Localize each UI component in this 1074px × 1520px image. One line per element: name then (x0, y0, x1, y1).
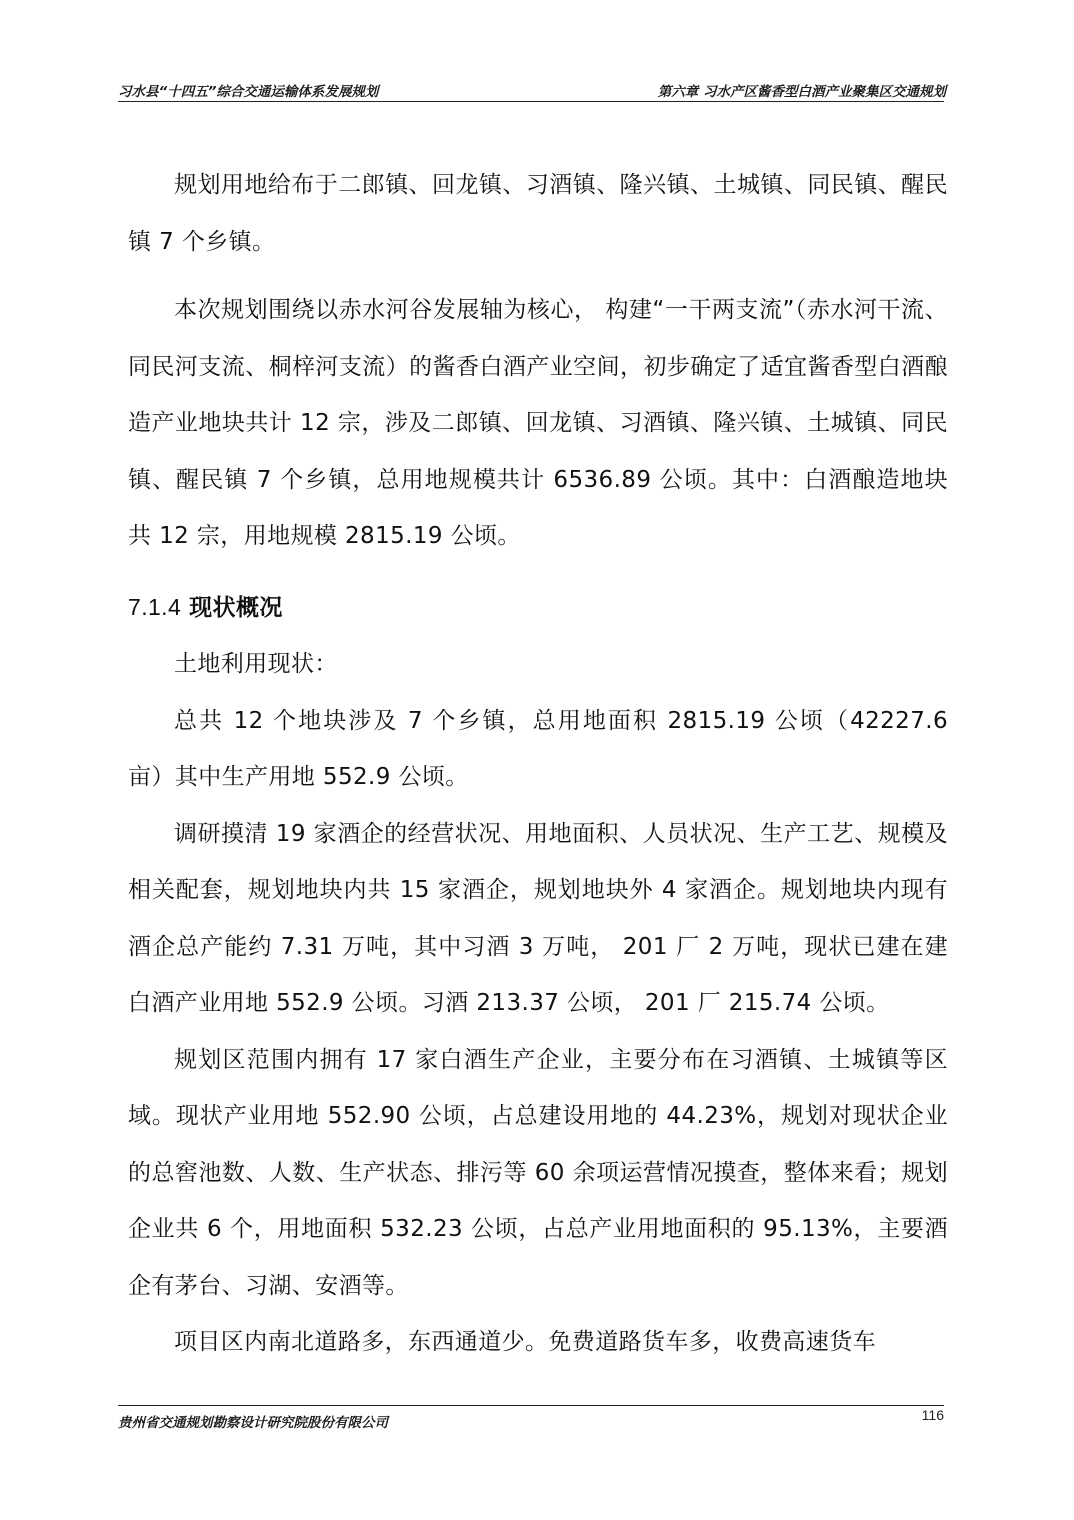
footer-organization: 贵州省交通规划勘察设计研究院股份有限公司 (118, 1415, 388, 1431)
paragraph-road-network: 项目区内南北道路多，东西通道少。免费道路货车多，收费高速货车 (174, 1329, 876, 1355)
paragraph-land-use-label: 土地利用现状： (174, 651, 338, 677)
header-divider (118, 101, 944, 102)
section-title: 现状概况 (189, 594, 283, 621)
section-heading (128, 579, 948, 637)
footer-divider (118, 1405, 944, 1406)
paragraph-planning-overview: 本次规划围绕以赤水河谷发展轴为核心， 构建“一干两支流”（赤水河干流、同民河支流、桐梓河支流）的酱香白酒产业空间，初步确定了适宜酱香型白酒酿造产业地块共计 12 宗，涉及二郎镇、回龙镇、习酒镇、隆兴镇、土城镇、同民镇、醒民镇 7 个乡镇，总用地规模共计 6536.89 公顷。其中：白酒酿造地块共 12 宗，用地规模 2815.19 公顷。 (128, 297, 948, 549)
page-number: 116 (921, 1407, 944, 1423)
section-number: 7.1.4 (128, 593, 182, 620)
running-header-title: 习水县“十四五”综合交通运输体系发展规划 (118, 84, 379, 100)
paragraph-industry-land: 规划区范围内拥有 17 家白酒生产企业，主要分布在习酒镇、土城镇等区域。现状产业用地 552.90 公顷，占总建设用地的 44.23%，规划对现状企业的总窖池数、人数、生产状态、排污等 60 余项运营情况摸查，整体来看；规划企业共 6 个，用地面积 532.23 公顷，占总产业用地面积的 95.13%，主要酒企有茅台、习湖、安酒等。 (128, 1046, 948, 1299)
paragraph-land-area: 总共 12 个地块涉及 7 个乡镇，总用地面积 2815.19 公顷（42227.6 亩）其中生产用地 552.9 公顷。 (128, 707, 948, 790)
running-header-chapter: 第六章 习水产区酱香型白酒产业聚集区交通规划 (657, 84, 946, 100)
paragraph-enterprise-survey: 调研摸清 19 家酒企的经营状况、用地面积、人员状况、生产工艺、规模及相关配套，规划地块内共 15 家酒企，规划地块外 4 家酒企。规划地块内现有酒企总产能约 7.31 万吨，其中习酒 3 万吨， 201 厂 2 万吨，现状已建在建白酒产业用地 552.9 公顷。习酒 213.37 公顷， 201 厂 215.74 公顷。 (128, 820, 948, 1016)
page-body (128, 157, 948, 1371)
paragraph-land-distribution: 规划用地给布于二郎镇、回龙镇、习酒镇、隆兴镇、土城镇、同民镇、醒民镇 7 个乡镇。 (128, 172, 948, 255)
